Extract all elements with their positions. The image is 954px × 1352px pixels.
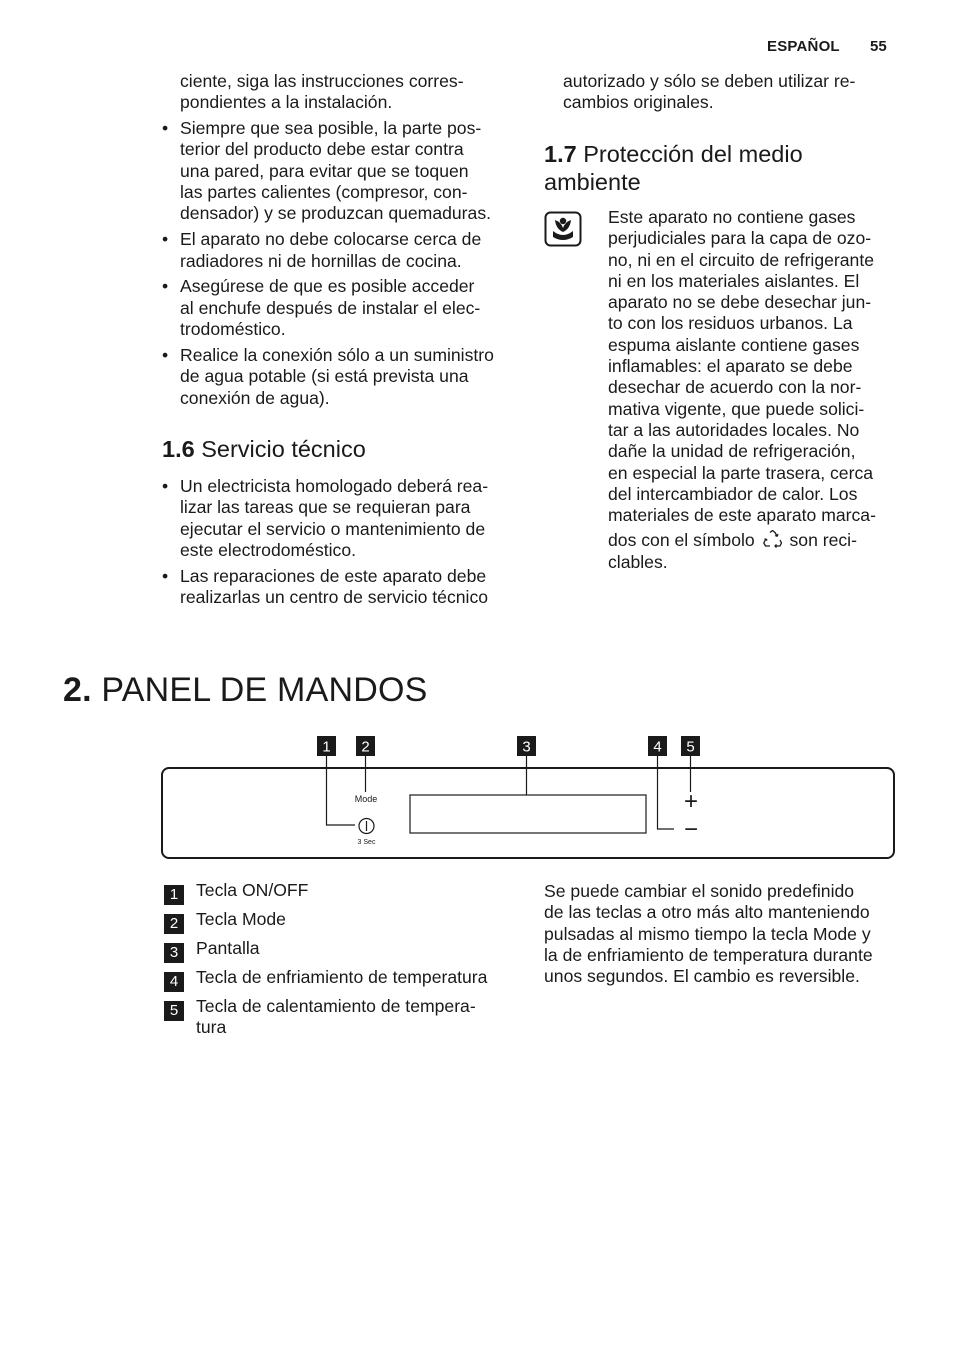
section-title: Servicio técnico (201, 436, 366, 462)
legend-number: 2 (164, 914, 184, 934)
text-line: de las teclas a otro más alto manteniendo (544, 902, 870, 923)
text-line: este electrodoméstico. (180, 539, 357, 560)
text-line: densador) y se produzcan quemaduras. (180, 203, 492, 224)
bullet-item (162, 566, 522, 609)
text-line: una pared, para evitar que se toquen (180, 160, 469, 181)
text-fragment: dos con el símbolo (608, 530, 755, 551)
legend-number: 3 (164, 943, 184, 963)
text-line: Este aparato no contiene gases (608, 207, 856, 227)
callout-3-label: 3 (522, 738, 531, 756)
control-panel-diagram (150, 730, 910, 870)
bullet-dot: • (162, 344, 169, 365)
text-line: unos segundos. El cambio es reversible. (544, 966, 860, 987)
minus-button[interactable]: − (683, 816, 699, 843)
legend-text: Tecla de enfriamiento de temperatura (196, 966, 488, 987)
text-line: clables. (608, 551, 668, 572)
header-language: ESPAÑOL (767, 38, 840, 55)
legend-number: 4 (164, 972, 184, 992)
text-line: El aparato no debe colocarse cerca de (180, 229, 482, 250)
text-line: de agua potable (si está prevista una (180, 366, 469, 387)
text-line: pondientes a la instalación. (180, 92, 393, 113)
power-icon[interactable] (359, 819, 374, 834)
section-title-cont: ambiente (544, 169, 641, 195)
legend-text: Tecla ON/OFF (196, 880, 309, 900)
heading-line (544, 140, 803, 168)
bullet-item (162, 345, 522, 409)
bullet-item (162, 229, 522, 272)
intro-paragraph (162, 71, 522, 114)
three-sec-label: 3 Sec (357, 839, 376, 846)
left-column-intro (162, 71, 522, 413)
text-line: realizarlas un centro de servicio técnico (180, 587, 489, 608)
legend-text: Pantalla (196, 937, 260, 958)
text-line: aparato no se debe desechar jun- (608, 292, 872, 313)
text-line: ni en los materiales aislantes. El (608, 270, 860, 291)
section-title: Protección del medio (583, 141, 803, 167)
text-line: Se puede cambiar el sonido predefinido (544, 881, 855, 901)
text-line: Asegúrese de que es posible acceder (180, 276, 475, 297)
callout-5 (681, 736, 700, 756)
section-1-6-heading (162, 435, 366, 463)
text-line: pulsadas al mismo tiempo la tecla Mode y (544, 923, 871, 944)
text-line: to con los residuos urbanos. La (608, 313, 853, 334)
bullet-dot: • (162, 229, 169, 250)
bullet-dot: • (162, 276, 169, 297)
text-line: ejecutar el servicio o mantenimiento de (180, 518, 486, 539)
bullet-item (162, 276, 522, 340)
text-line: al enchufe después de instalar el elec- (180, 297, 481, 318)
section-number: 1.7 (544, 141, 577, 167)
text-line: perjudiciales para la capa de ozo- (608, 228, 872, 249)
plus-button[interactable]: + (683, 788, 699, 815)
text-line: en especial la parte trasera, cerca (608, 462, 874, 483)
callout-4 (648, 736, 667, 756)
text-line: espuma aislante contiene gases (608, 334, 860, 355)
display-screen (410, 795, 646, 833)
text-line: tar a las autoridades locales. No (608, 419, 860, 440)
legend-item (164, 996, 524, 1039)
section-number: 1.6 (162, 436, 195, 462)
text-line: inflamables: el aparato se debe (608, 356, 853, 377)
callout-3 (517, 736, 536, 756)
sound-note (544, 881, 904, 987)
legend-number: 5 (164, 1001, 184, 1021)
text-line: no, ni en el circuito de refrigerante (608, 249, 875, 270)
legend-item (164, 938, 524, 959)
text-line: desechar de acuerdo con la nor- (608, 377, 862, 398)
section-1-7-heading (544, 140, 803, 196)
text-line: Las reparaciones de este aparato debe (180, 565, 487, 586)
bullet-item (162, 476, 522, 561)
text-line: cambios originales. (563, 92, 714, 113)
legend-text: Tecla de calentamiento de tempera- (196, 995, 476, 1016)
callout-2-label: 2 (361, 738, 370, 756)
text-line: las partes calientes (compresor, con- (180, 182, 468, 203)
text-line: Un electricista homologado deberá rea- (180, 476, 489, 496)
bullet-dot: • (162, 476, 169, 496)
text-line: trodoméstico. (180, 319, 286, 340)
text-line: autorizado y sólo se deben utilizar re- (563, 71, 856, 91)
callout-5-label: 5 (686, 738, 695, 756)
text-line: dañe la unidad de refrigeración, (608, 441, 856, 462)
callout-4-label: 4 (653, 738, 662, 756)
legend-text: tura (196, 1017, 227, 1038)
mode-button-label[interactable]: Mode (354, 794, 378, 804)
text-line: Realice la conexión sólo a un suministro (180, 344, 494, 365)
legend-item (164, 967, 524, 988)
right-column-continuation (563, 71, 903, 114)
callout-2 (356, 736, 375, 756)
panel-legend (164, 880, 524, 1046)
text-line: mativa vigente, que puede solici- (608, 398, 865, 419)
text-line: la de enfriamiento de temperatura durante (544, 944, 873, 965)
legend-text: Tecla Mode (196, 908, 286, 929)
text-line: materiales de este aparato marca- (608, 505, 876, 526)
legend-item (164, 880, 524, 901)
section-2-heading (63, 669, 428, 711)
recycle-line (608, 529, 908, 551)
text-line: lizar las tareas que se requieran para (180, 497, 471, 518)
legend-number: 1 (164, 885, 184, 905)
text-line: radiadores ni de hornillas de cocina. (180, 250, 462, 271)
recycle-icon (762, 529, 783, 549)
bullet-item (162, 118, 522, 224)
text-fragment: son reci- (789, 530, 857, 551)
text-line: terior del producto debe estar contra (180, 139, 464, 160)
environment-paragraph (608, 207, 908, 573)
bullet-dot: • (162, 118, 169, 139)
legend-item (164, 909, 524, 930)
environment-protection-icon (544, 211, 582, 247)
text-line: conexión de agua). (180, 387, 330, 408)
text-line: ciente, siga las instrucciones corres- (180, 71, 464, 91)
bullet-dot: • (162, 565, 169, 586)
text-line: Siempre que sea posible, la parte pos- (180, 118, 482, 139)
service-bullets (162, 476, 522, 613)
callout-1 (317, 736, 336, 756)
section-title: PANEL DE MANDOS (101, 671, 428, 709)
callout-1-label: 1 (322, 738, 331, 756)
section-number: 2. (63, 671, 92, 709)
text-line: del intercambiador de calor. Los (608, 483, 858, 504)
page-number: 55 (870, 38, 887, 55)
